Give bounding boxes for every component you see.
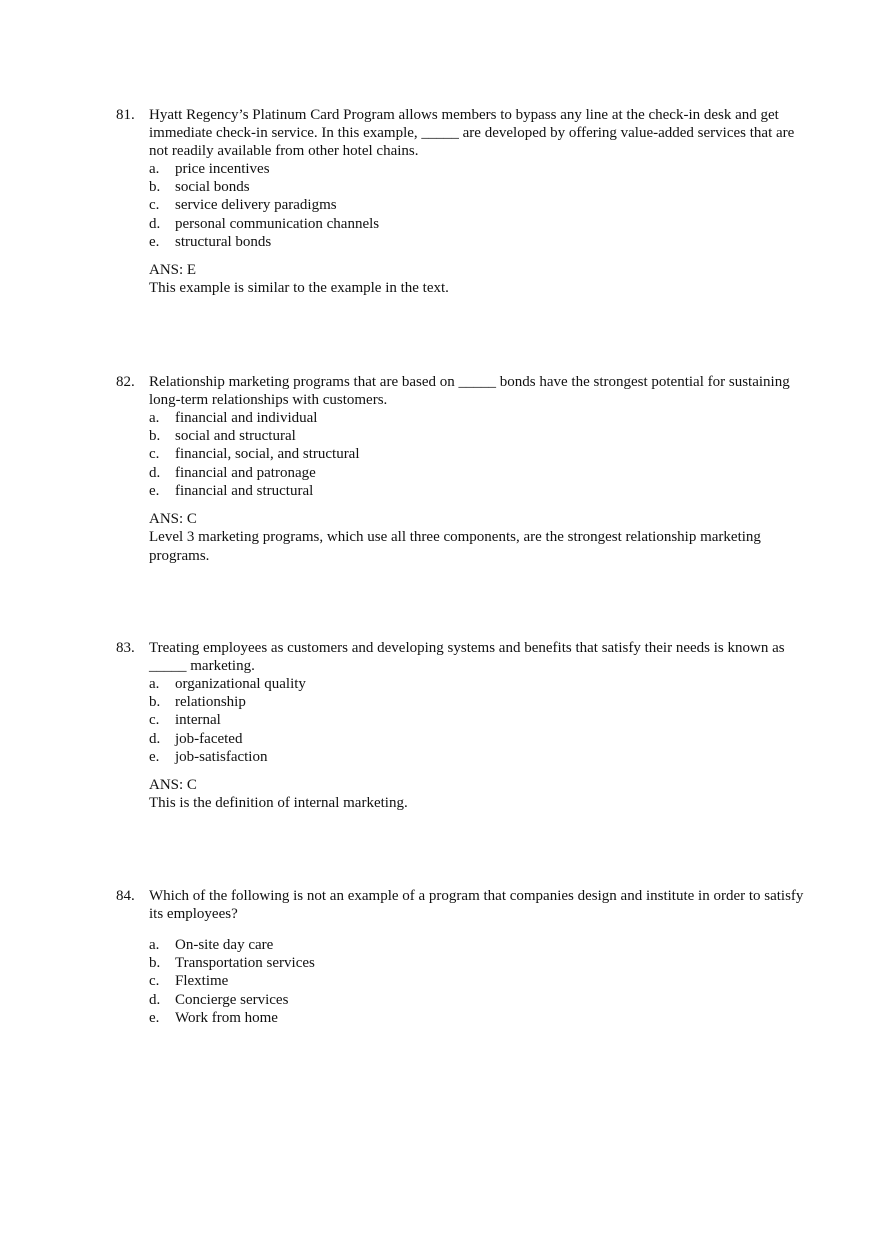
choice-letter: c. [149, 712, 160, 729]
choice-c [149, 445, 816, 463]
choice-letter: d. [149, 215, 161, 232]
answer-explanation: This is the definition of internal marketing. [149, 795, 408, 812]
question-84 [116, 887, 816, 1027]
question-81 [116, 106, 816, 298]
answer-explanation: Level 3 marketing programs, which use all three components, are the strongest relationship marketing programs. [149, 529, 761, 564]
choice-text: financial, social, and structural [175, 446, 360, 463]
choice-letter: e. [149, 748, 160, 765]
spacer [116, 923, 816, 936]
choice-text: Concierge services [175, 991, 289, 1008]
choice-e [149, 1009, 816, 1027]
question-text: Hyatt Regency’s Platinum Card Program allows members to bypass any line at the check-in desk and get immediate check-in service. In this example, _____ are developed by offering value-added services that are not readily available from other hotel chains. [149, 107, 795, 159]
choice-letter: b. [149, 694, 161, 711]
question-stem [116, 106, 816, 160]
choice-letter: a. [149, 410, 160, 426]
choice-text: job-satisfaction [175, 748, 268, 765]
choice-letter: b. [149, 428, 161, 445]
choice-b [149, 693, 816, 711]
choice-text: social and structural [175, 428, 296, 445]
choice-text: financial and individual [175, 410, 318, 426]
choice-b [149, 178, 816, 196]
answer-choices [149, 936, 816, 1027]
choice-a [149, 409, 816, 427]
choice-letter: a. [149, 676, 160, 692]
choice-letter: a. [149, 937, 160, 953]
question-number: 84. [116, 888, 135, 904]
choice-text: organizational quality [175, 676, 306, 692]
choice-text: social bonds [175, 179, 250, 196]
choice-text: internal [175, 712, 221, 729]
choice-letter: e. [149, 1009, 160, 1026]
choice-d [149, 991, 816, 1009]
choice-letter: b. [149, 955, 161, 972]
choice-letter: a. [149, 161, 160, 177]
choice-e [149, 482, 816, 500]
choice-text: Work from home [175, 1009, 278, 1026]
answer-choices [149, 160, 816, 251]
choice-letter: e. [149, 482, 160, 499]
answer-block [149, 776, 816, 813]
choice-letter: d. [149, 730, 161, 747]
answer-explanation: This example is similar to the example in the text. [149, 280, 449, 297]
question-number: 83. [116, 640, 135, 656]
choice-b [149, 427, 816, 445]
choice-text: Transportation services [175, 955, 315, 972]
choice-text: personal communication channels [175, 215, 380, 232]
choice-letter: d. [149, 991, 161, 1008]
question-text: Which of the following is not an example of a program that companies design and institute in order to satisfy its employees? [149, 888, 804, 922]
choice-b [149, 954, 816, 972]
question-83 [116, 639, 816, 813]
question-82 [116, 373, 816, 565]
choice-text: relationship [175, 694, 246, 711]
choice-letter: e. [149, 233, 160, 250]
choice-e [149, 233, 816, 251]
answer-key: ANS: C [149, 510, 197, 527]
choice-c [149, 711, 816, 729]
choice-text: financial and structural [175, 482, 314, 499]
choice-letter: c. [149, 973, 160, 990]
choice-a [149, 675, 816, 693]
choice-a [149, 936, 816, 954]
choice-d [149, 464, 816, 482]
choice-text: service delivery paradigms [175, 197, 337, 214]
answer-block [149, 261, 816, 298]
choice-c [149, 196, 816, 214]
question-text: Relationship marketing programs that are based on _____ bonds have the strongest potential for sustaining long-term relationships with customers. [149, 374, 790, 408]
answer-choices [149, 675, 816, 766]
choice-text: financial and patronage [175, 464, 316, 481]
choice-d [149, 215, 816, 233]
answer-key: ANS: C [149, 776, 197, 793]
choice-letter: b. [149, 179, 161, 196]
question-stem [116, 373, 816, 409]
question-stem [116, 887, 816, 923]
choice-a [149, 160, 816, 178]
choice-letter: c. [149, 197, 160, 214]
question-number: 81. [116, 107, 135, 123]
choice-text: structural bonds [175, 233, 272, 250]
question-stem [116, 639, 816, 675]
choice-letter: c. [149, 446, 160, 463]
question-number: 82. [116, 374, 135, 390]
question-text: Treating employees as customers and developing systems and benefits that satisfy their needs is known as _____ marketing. [149, 640, 785, 674]
choice-text: On-site day care [175, 937, 274, 953]
answer-choices [149, 409, 816, 500]
answer-block [149, 510, 816, 566]
choice-e [149, 748, 816, 766]
choice-letter: d. [149, 464, 161, 481]
choice-text: Flextime [175, 973, 229, 990]
choice-d [149, 730, 816, 748]
choice-text: job-faceted [175, 730, 243, 747]
answer-key: ANS: E [149, 261, 197, 278]
choice-c [149, 972, 816, 990]
choice-text: price incentives [175, 161, 270, 177]
